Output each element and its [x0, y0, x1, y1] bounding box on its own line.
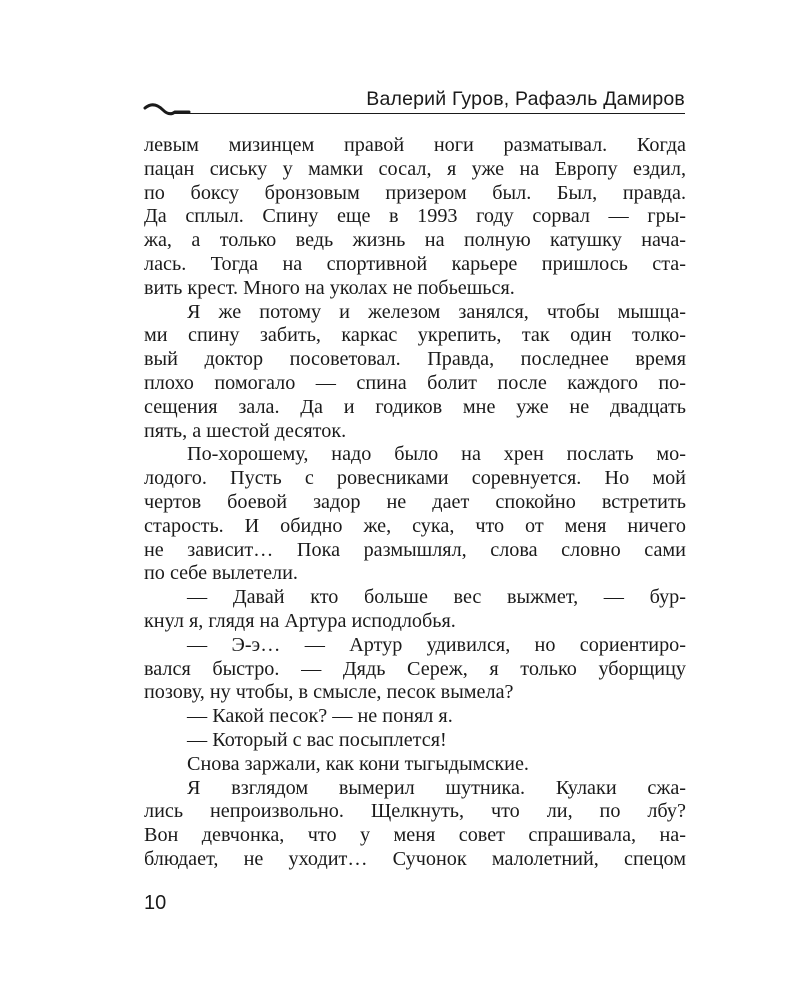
text-line: Я взглядом вымерил шутника. Кулаки сжа- — [187, 776, 686, 799]
header-rule — [173, 113, 685, 114]
text-line: по боксу бронзовым призером был. Был, правда. — [144, 181, 686, 204]
text-line: старость. И обидно же, сука, что от меня ничего — [144, 514, 686, 537]
header-authors: Валерий Гуров, Рафаэль Дамиров — [366, 88, 685, 110]
text-line: жа, а только ведь жизнь на полную катушку нача- — [144, 229, 686, 252]
text-line: Вон девчонка, что у меня совет спрашивала, на- — [144, 824, 686, 847]
text-line: чертов боевой задор не дает спокойно встретить — [144, 490, 686, 513]
text-line: — Какой песок? — не понял я. — [187, 705, 453, 728]
text-line: — Э-э… — Артур удивился, но сориентиро- — [187, 633, 686, 656]
text-line: плохо помогало — спина болит после каждого по- — [144, 371, 686, 394]
text-line: ми спину забить, каркас укрепить, так один толко- — [144, 324, 686, 347]
text-line: вался быстро. — Дядь Сереж, я только уборщицу — [144, 657, 686, 680]
text-line: вить крест. Много на уколах не побьешься. — [144, 276, 515, 299]
text-line: — Давай кто больше вес выжмет, — бур- — [187, 586, 686, 609]
body-text — [144, 134, 686, 872]
text-line: По-хорошему, надо было на хрен послать мо- — [187, 443, 686, 466]
text-line: лась. Тогда на спортивной карьере пришлось ста- — [144, 252, 686, 275]
text-line: не зависит… Пока размышлял, слова словно сами — [144, 538, 686, 561]
text-line: Да сплыл. Спину еще в 1993 году сорвал — гры- — [144, 205, 686, 228]
text-line: лодого. Пусть с ровесниками соревнуется. Но мой — [144, 467, 686, 490]
text-line: Я же потому и железом занялся, чтобы мышца- — [187, 300, 686, 323]
page-number: 10 — [144, 892, 167, 914]
text-line: пацан сиську у мамки сосал, я уже на Европу ездил, — [144, 157, 686, 180]
text-line: блюдает, не уходит… Сучонок малолетний, спецом — [144, 847, 686, 870]
text-line: кнул я, глядя на Артура исподлобья. — [144, 609, 456, 632]
running-header — [143, 88, 685, 128]
text-line: вый доктор посоветовал. Правда, последнее время — [144, 348, 686, 371]
text-line: по себе вылетели. — [144, 562, 298, 585]
text-line: лись непроизвольно. Щелкнуть, что ли, по лбу? — [144, 800, 686, 823]
text-line: левым мизинцем правой ноги разматывал. Когда — [144, 134, 686, 156]
swash-ornament-icon — [143, 102, 191, 120]
text-line: пять, а шестой десяток. — [144, 419, 347, 442]
text-line: Снова заржали, как кони тыгыдымские. — [187, 752, 529, 775]
text-line: — Который с вас посыплется! — [187, 728, 447, 751]
text-line: сещения зала. Да и годиков мне уже не двадцать — [144, 395, 686, 418]
text-line: позову, ну чтобы, в смысле, песок вымела? — [144, 681, 514, 704]
